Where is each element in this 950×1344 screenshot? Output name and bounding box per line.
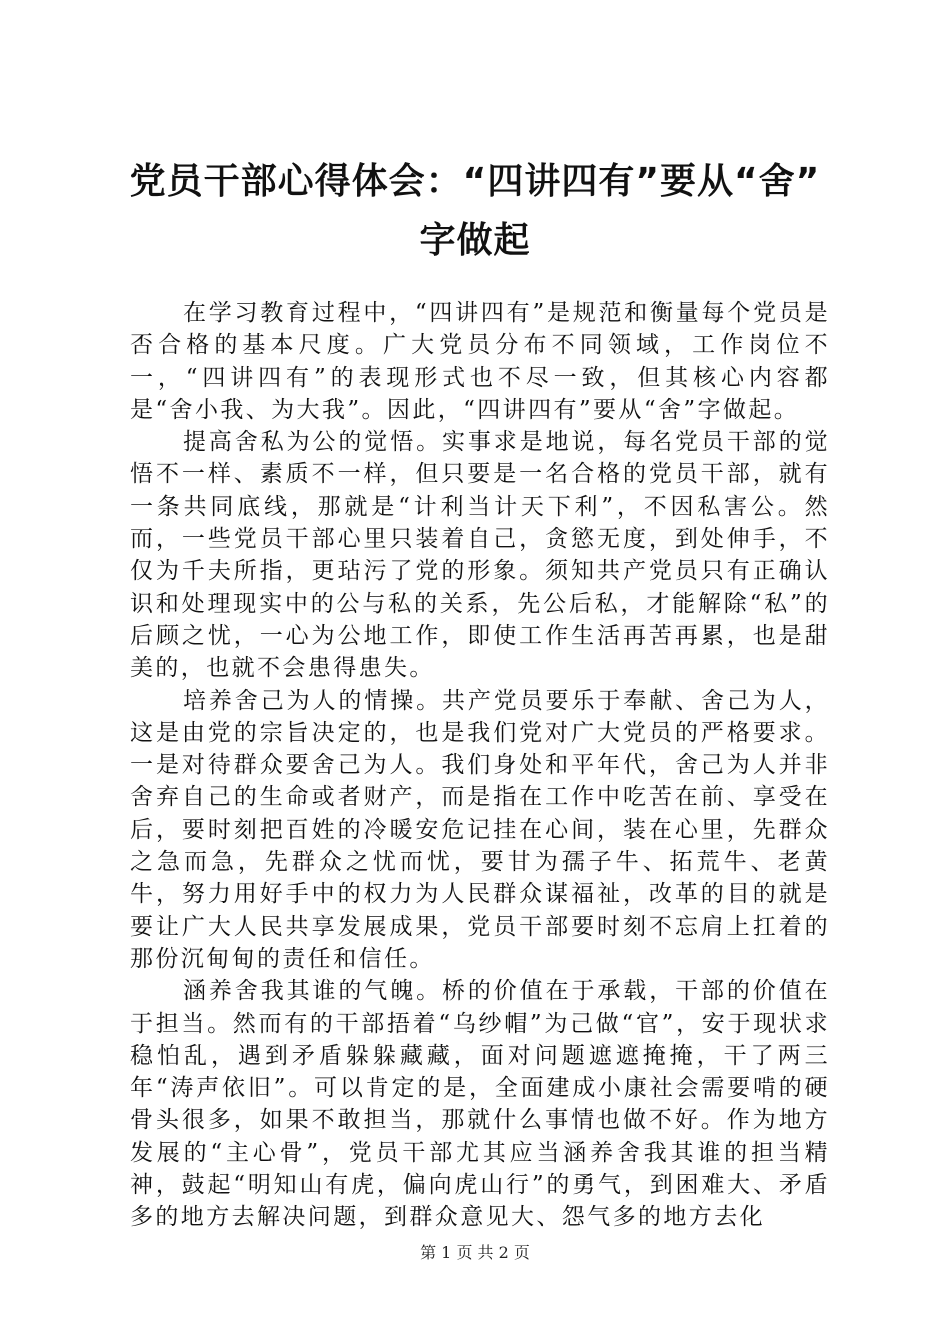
document-title-line-1: 党员干部心得体会：“四讲四有”要从“舍” xyxy=(129,161,821,202)
document-title-line-2: 字做起 xyxy=(419,220,531,261)
paragraph-selflessness: 提高舍私为公的觉悟。实事求是地说，每名党员干部的觉悟不一样、素质不一样，但只要是一名合格的党员干部，就有一条共同底线，那就是“计利当计天下利”，不因私害公。然而，一些党员干部心里只装着自己，贪慾无度，到处伸手，不仅为千夫所指，更玷污了党的形象。须知共产党员只有正确认识和处理现实中的公与私的关系，先公后私，才能解除“私”的后顾之忧，一心为公地工作，即使工作生活再苦再累，也是甜美的，也就不会患得患失。 xyxy=(130,429,830,682)
document-body xyxy=(130,297,830,1234)
paragraph-responsibility: 涵养舍我其谁的气魄。桥的价值在于承载，干部的价值在于担当。然而有的干部捂着“乌纱帽”为己做“官”，安于现状求稳怕乱，遇到矛盾躲躲藏藏，面对问题遮遮掩掩，干了两三年“涛声依旧”。可以肯定的是，全面建成小康社会需要啃的硬骨头很多，如果不敢担当，那就什么事情也做不好。作为地方发展的“主心骨”，党员干部尤其应当涵养舍我其谁的担当精神，鼓起“明知山有虎，偏向虎山行”的勇气，到困难大、矛盾多的地方去解决问题，到群众意见大、怨气多的地方去化 xyxy=(130,978,830,1231)
paragraph-sacrifice: 培养舍己为人的情操。共产党员要乐于奉献、舍己为人，这是由党的宗旨决定的，也是我们党对广大党员的严格要求。一是对待群众要舍己为人。我们身处和平年代，舍己为人并非舍弃自己的生命或者财产，而是指在工作中吃苦在前、享受在后，要时刻把百姓的冷暖安危记挂在心间，装在心里，先群众之急而急，先群众之忧而忧，要甘为孺子牛、拓荒牛、老黄牛，努力用好手中的权力为人民群众谋福祉，改革的目的就是要让广大人民共享发展成果，党员干部要时刻不忘肩上扛着的那份沉甸甸的责任和信任。 xyxy=(130,687,830,972)
page-footer: 第 1 页 共 2 页 xyxy=(420,1243,530,1262)
paragraph-intro: 在学习教育过程中，“四讲四有”是规范和衡量每个党员是否合格的基本尺度。广大党员分布不同领域，工作岗位不一，“四讲四有”的表现形式也不尽一致，但其核心内容都是“舍小我、为大我”。因此，“四讲四有”要从“舍”字做起。 xyxy=(130,300,830,423)
